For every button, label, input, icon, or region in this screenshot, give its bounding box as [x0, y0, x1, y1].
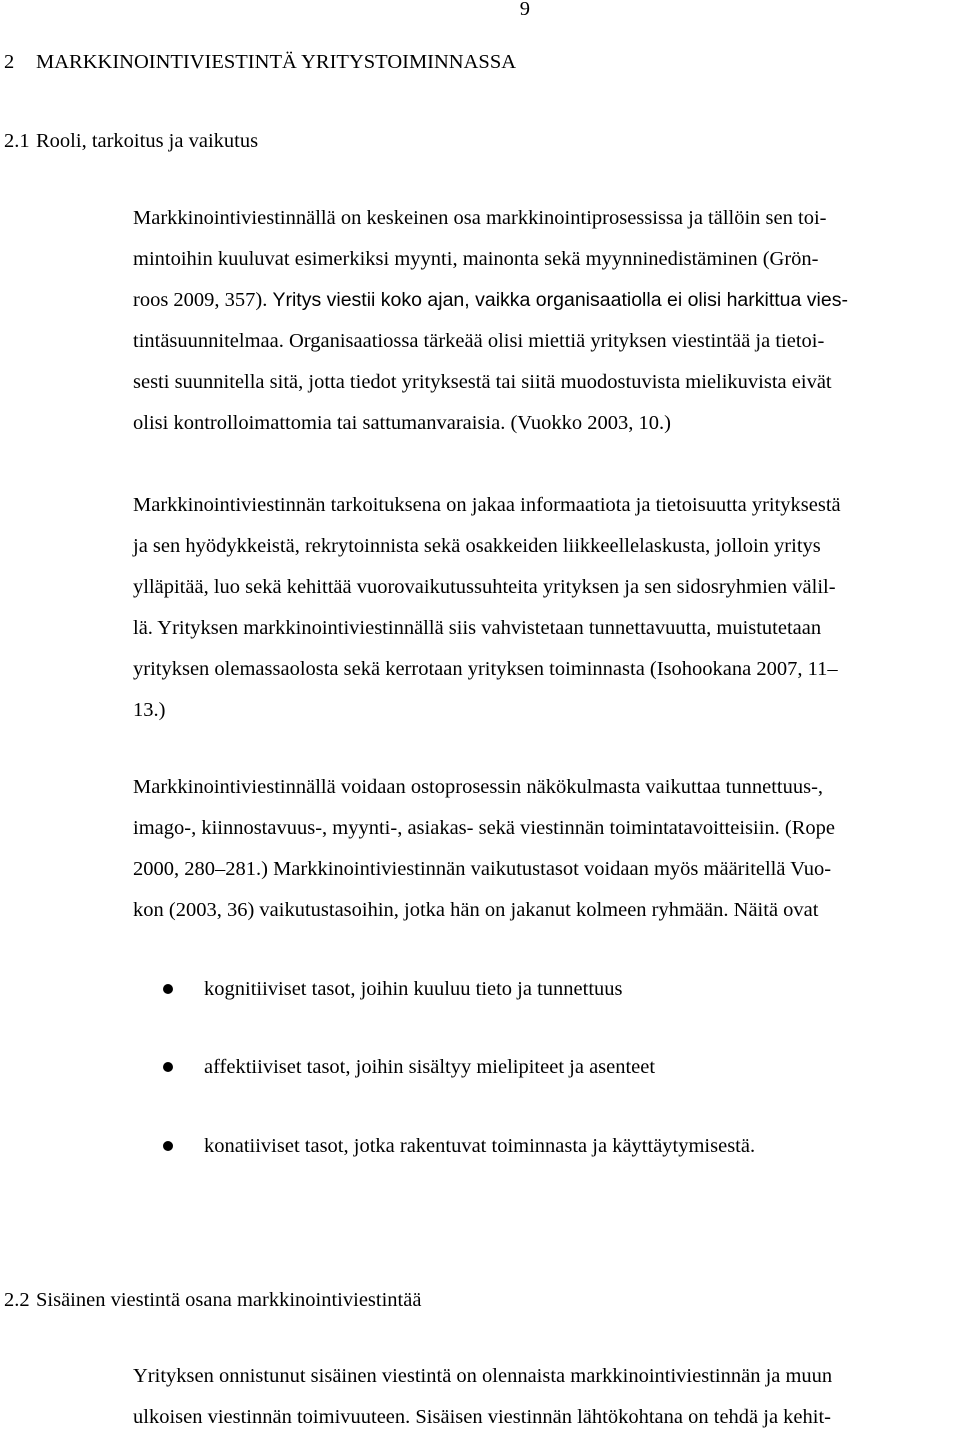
paragraph-text-sans: Yritys viestii koko ajan, vaikka organisaatiolla ei olisi harkittua vies- [267, 289, 848, 311]
paragraph-text: Organisaatiossa tärkeää olisi miettiä yrityksen viestintää ja tietoi- [283, 330, 825, 352]
list-item-text: konatiiviset tasot, jotka rakentuvat toiminnasta ja käyttäytymisestä. [204, 1135, 756, 1157]
paragraph-line: mintoihin kuuluvat esimerkiksi myynti, mainonta sekä myynninedistäminen (Grön- [133, 248, 819, 270]
paragraph-line [133, 280, 953, 321]
paragraph-line: imago-, kiinnostavuus-, myynti-, asiakas- sekä viestinnän toimintatavoitteisiin. (Rope [133, 817, 836, 839]
paragraph-line: yrityksen olemassaolosta sekä kerrotaan yrityksen toiminnasta (Isohookana 2007, 11– [133, 658, 838, 680]
section-heading-2-2 [4, 1289, 421, 1312]
paragraph-line: ulkoisen viestinnän toimivuuteen. Sisäisen viestinnän lähtökohtana on tehdä ja kehit- [133, 1406, 832, 1428]
paragraph-1 [133, 198, 953, 444]
paragraph-line: ylläpitää, luo sekä kehittää vuorovaikutussuhteita yrityksen ja sen sidosryhmien välil- [133, 576, 836, 598]
chapter-number: 2 [4, 51, 15, 73]
paragraph-line: Markkinointiviestinnällä voidaan ostoprosessin näkökulmasta vaikuttaa tunnettuus-, [133, 776, 824, 798]
section-title: Sisäinen viestintä osana markkinointiviestintää [36, 1289, 422, 1311]
section-title: Rooli, tarkoitus ja vaikutus [36, 130, 259, 152]
bullet-icon [163, 1062, 173, 1072]
paragraph-3 [133, 767, 953, 931]
chapter-title: MARKKINOINTIVIESTINTÄ YRITYSTOIMINNASSA [36, 51, 517, 73]
paragraph-4 [133, 1356, 953, 1438]
chapter-heading [4, 51, 516, 74]
paragraph-line: lä. Yrityksen markkinointiviestinnällä siis vahvistetaan tunnettavuutta, muistutetaan [133, 617, 822, 639]
list-item-text: affektiiviset tasot, joihin sisältyy mielipiteet ja asenteet [204, 1056, 656, 1078]
bullet-icon [163, 984, 173, 994]
paragraph-line: olisi kontrolloimattomia tai sattumanvaraisia. (Vuokko 2003, 10.) [133, 412, 671, 434]
section-number: 2.2 [4, 1289, 30, 1311]
paragraph-text: roos 2009, 357). [133, 289, 268, 311]
list-item [0, 969, 960, 1010]
paragraph-line: Yrityksen onnistunut sisäinen viestintä on olennaista markkinointiviestinnän ja muun [133, 1365, 833, 1387]
paragraph-text: tintäsuunnitelmaa. [133, 330, 284, 352]
list-item [0, 1047, 960, 1088]
paragraph-line: ja sen hyödykkeistä, rekrytoinnista sekä osakkeiden liikkeellelaskusta, jolloin yritys [133, 535, 821, 557]
paragraph-line: Markkinointiviestinnällä on keskeinen osa markkinointiprosessissa ja tällöin sen toi- [133, 207, 827, 229]
paragraph-line: kon (2003, 36) vaikutustasoihin, jotka hän on jakanut kolmeen ryhmään. Näitä ovat [133, 899, 819, 921]
section-number: 2.1 [4, 130, 30, 152]
list-item [0, 1126, 960, 1167]
section-heading-2-1 [4, 130, 258, 153]
paragraph-line: sesti suunnitella sitä, jotta tiedot yrityksestä tai siitä muodostuvista mielikuvista eivät [133, 371, 832, 393]
paragraph-line [133, 321, 953, 362]
paragraph-2 [133, 485, 953, 731]
page-number: 9 [519, 0, 530, 20]
bullet-icon [163, 1141, 173, 1151]
list-item-text: kognitiiviset tasot, joihin kuuluu tieto ja tunnettuus [204, 978, 623, 1000]
paragraph-line: 2000, 280–281.) Markkinointiviestinnän vaikutustasot voidaan myös määritellä Vuo- [133, 858, 832, 880]
paragraph-line: 13.) [133, 699, 166, 721]
paragraph-line: Markkinointiviestinnän tarkoituksena on jakaa informaatiota ja tietoisuutta yrityksestä [133, 494, 841, 516]
